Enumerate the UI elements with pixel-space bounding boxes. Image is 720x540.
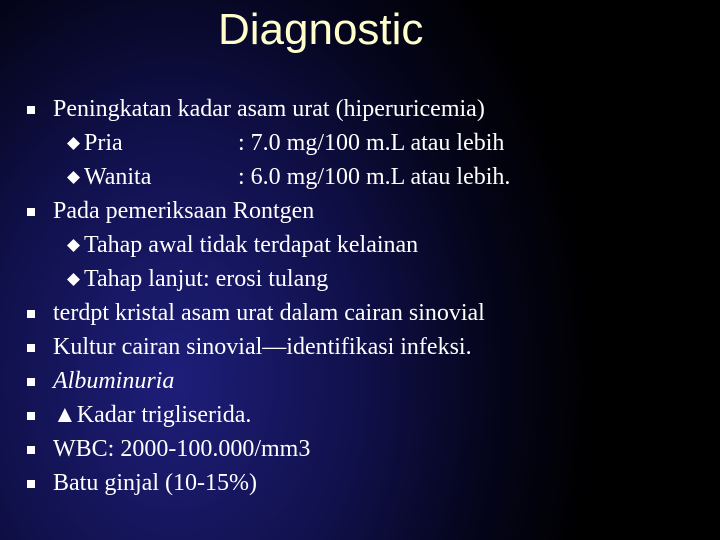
- bullet-text: Batu ginjal (10-15%): [53, 470, 257, 496]
- bullet-item: [0, 466, 720, 500]
- bullet-item: [0, 432, 720, 466]
- bullet-item: [0, 92, 720, 126]
- square-bullet-icon: [27, 208, 35, 216]
- bullet-text: Albuminuria: [53, 368, 175, 394]
- diamond-bullet-icon: [67, 273, 80, 286]
- bullet-text: ▲Kadar trigliserida.: [53, 402, 252, 428]
- slide-title: Diagnostic: [218, 5, 424, 54]
- diamond-bullet-icon: [67, 171, 80, 184]
- bullet-text: Peningkatan kadar asam urat (hiperuricemia): [53, 96, 485, 122]
- sub-bullet-value: : 7.0 mg/100 m.L atau lebih: [238, 130, 505, 156]
- bullet-item: [0, 398, 720, 432]
- sub-bullet-item: [0, 228, 720, 262]
- square-bullet-icon: [27, 480, 35, 488]
- sub-bullet-label: Tahap awal tidak terdapat kelainan: [84, 232, 419, 258]
- bullet-item: [0, 296, 720, 330]
- square-bullet-icon: [27, 378, 35, 386]
- square-bullet-icon: [27, 344, 35, 352]
- sub-bullet-item: [0, 126, 720, 160]
- bullet-item: [0, 364, 720, 398]
- square-bullet-icon: [27, 310, 35, 318]
- bullet-item: [0, 330, 720, 364]
- bullet-list: [0, 92, 720, 500]
- square-bullet-icon: [27, 446, 35, 454]
- sub-bullet-item: [0, 160, 720, 194]
- bullet-text: Pada pemeriksaan Rontgen: [53, 198, 315, 224]
- sub-bullet-label: Tahap lanjut: erosi tulang: [84, 266, 329, 292]
- square-bullet-icon: [27, 106, 35, 114]
- diamond-bullet-icon: [67, 137, 80, 150]
- bullet-text: terdpt kristal asam urat dalam cairan sinovial: [53, 300, 485, 326]
- diamond-bullet-icon: [67, 239, 80, 252]
- sub-bullet-item: [0, 262, 720, 296]
- bullet-text: WBC: 2000-100.000/mm3: [53, 436, 311, 462]
- bullet-item: [0, 194, 720, 228]
- bullet-text: Kultur cairan sinovial—identifikasi infeksi.: [53, 334, 472, 360]
- sub-bullet-label: Wanita: [84, 164, 152, 190]
- sub-bullet-value: : 6.0 mg/100 m.L atau lebih.: [238, 164, 511, 190]
- square-bullet-icon: [27, 412, 35, 420]
- sub-bullet-label: Pria: [84, 130, 123, 156]
